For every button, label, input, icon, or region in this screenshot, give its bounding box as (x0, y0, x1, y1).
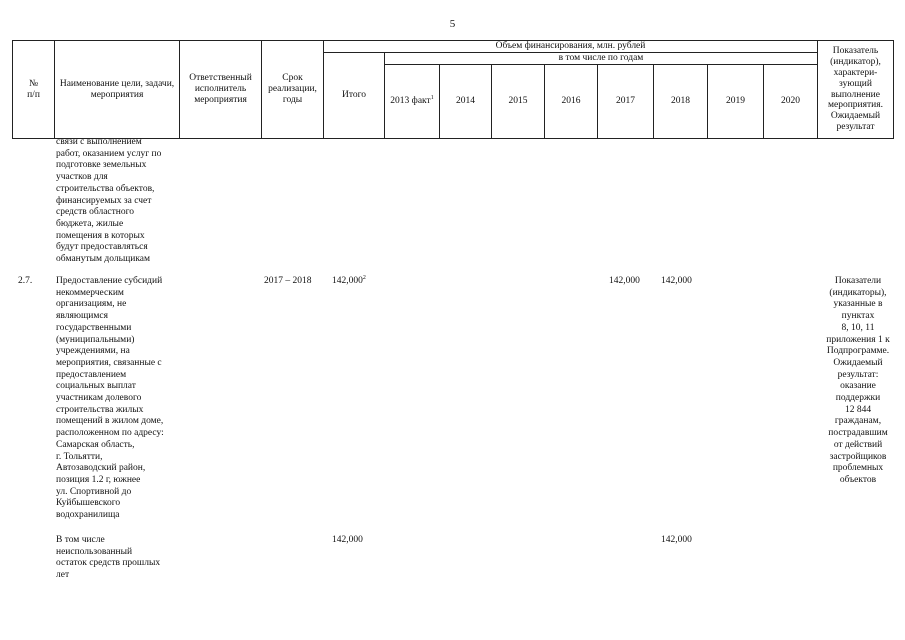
header-num: № п/п (13, 41, 55, 139)
header-2017: 2017 (598, 65, 654, 139)
header-period: Срок реализации, годы (262, 41, 324, 139)
row-2-7-num: 2.7. (18, 276, 33, 286)
row-incl-2018: 142,000 (661, 535, 692, 545)
continuation-text: связи с выполнением работ, оказанием услуг по подготовке земельных участков для строительства объектов, финансируемых за счет средств областного бюджета, жилые помещения в которых будут предоставляться обманутым дольщикам (56, 137, 162, 265)
header-indicator: Показатель (индикатор), характери- зующий выполнение мероприятия. Ожидаемый результат (818, 41, 894, 139)
header-by-years: в том числе по годам (385, 53, 818, 65)
row-2-7-period: 2017 – 2018 (264, 276, 312, 286)
header-name: Наименование цели, задачи, мероприятия (55, 41, 180, 139)
header-2019: 2019 (708, 65, 764, 139)
header-total: Итого (324, 53, 385, 139)
row-incl-total: 142,000 (332, 535, 363, 545)
header-2013: 2013 факт$^1$ (385, 65, 440, 139)
header-2018: 2018 (654, 65, 708, 139)
table-header (12, 40, 894, 139)
row-2-7-total: 142,000$^2$ (332, 274, 366, 286)
header-2016: 2016 (545, 65, 598, 139)
header-2020: 2020 (764, 65, 818, 139)
header-2014: 2014 (440, 65, 492, 139)
row-2-7-indicator: Показатели (индикаторы), указанные в пунктах 8, 10, 11 приложения 1 к Подпрограмме. Ожидаемый результат: оказание поддержки 12 844 гражданам, пострадавшим от действий застройщиков проблемных объектов (826, 276, 890, 485)
page-number: 5 (449, 18, 456, 30)
header-responsible: Ответственный исполнитель мероприятия (180, 41, 262, 139)
header-2015: 2015 (492, 65, 545, 139)
row-2-7-2018: 142,000 (661, 276, 692, 286)
header-financing: Объем финансирования, млн. рублей (324, 41, 818, 53)
row-incl-name: В том числе неиспользованный остаток средств прошлых лет (56, 535, 161, 581)
row-2-7-2017: 142,000 (609, 276, 640, 286)
row-2-7-name: Предоставление субсидий некоммерческим организациям, не являющимся государственными (муниципальными) учреждениями, на мероприятия, связанные с предоставлением социальных выплат участникам долевого строительства жилых помещений в жилом доме, расположенном по адресу: Самарская область, г. Тольятти, Автозаводский район, позиция 1.2 г, южнее ул. Спортивной до Куйбышевского водохранилища (56, 276, 164, 521)
